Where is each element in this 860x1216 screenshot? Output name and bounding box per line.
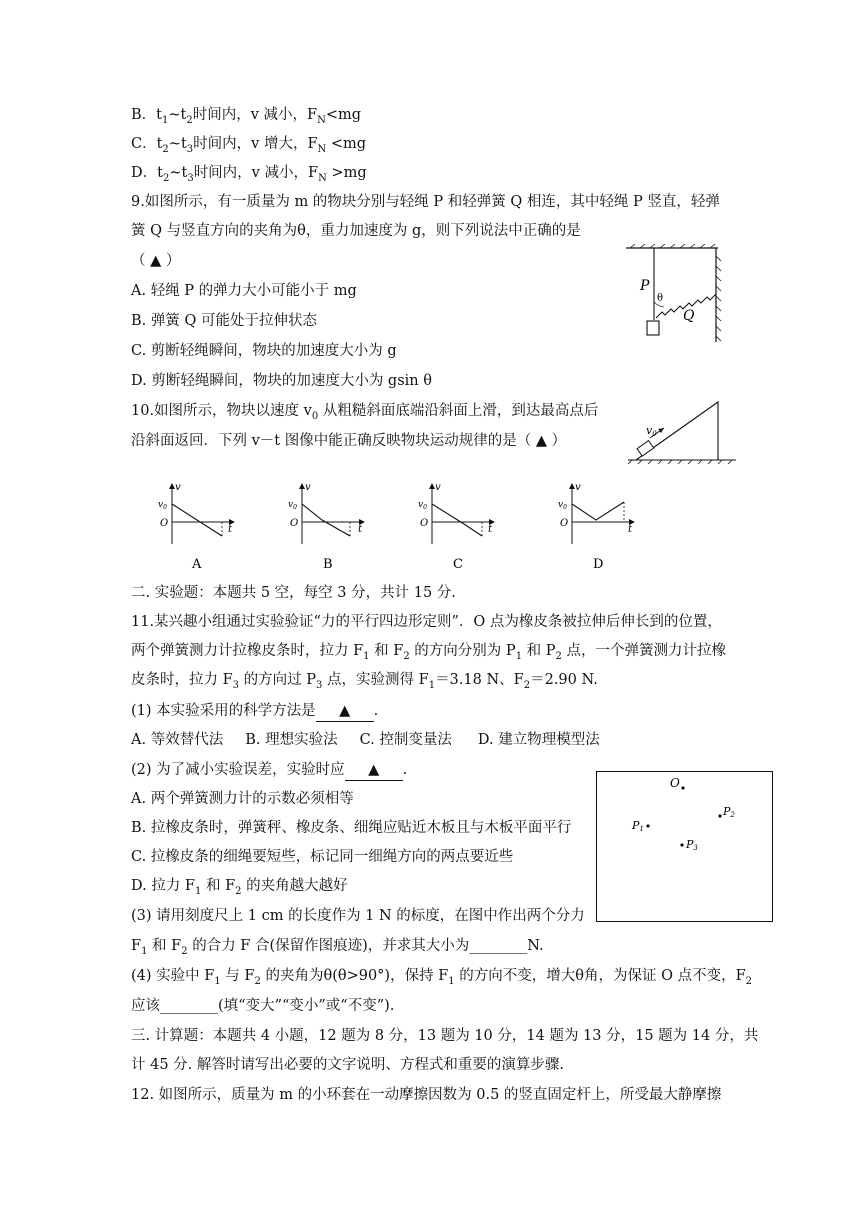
graph-b — [288, 482, 364, 572]
q10-incline-figure — [624, 398, 738, 464]
svg-text:v: v — [305, 482, 311, 493]
q9-rope-spring-figure — [620, 244, 730, 344]
q9-option-d: D. 剪断轻绳瞬间，物块的加速度大小为 gsin θ — [131, 373, 432, 389]
graph-a — [158, 482, 234, 572]
q8-option-d: D．$t_2\sim t_3$时间内，v 减小，$F_N >mg$ — [131, 165, 367, 184]
q8-option-c: C．$t_2\sim t_3$时间内，v 增大，$F_N <mg$ — [131, 136, 367, 155]
section-3-heading-line2: 计 45 分. 解答时请写出必要的文字说明、方程式和重要的演算步骤. — [131, 1057, 564, 1073]
svg-text:O: O — [560, 518, 569, 529]
q9-option-b: B. 弹簧 Q 可能处于拉伸状态 — [131, 313, 317, 329]
svg-text:O: O — [290, 518, 299, 529]
section-3-heading-line1: 三. 计算题：本题共 4 小题，12 题为 8 分，13 题为 10 分，14 题为 13 分，15 题为 14 分，共 — [131, 1028, 759, 1044]
graph-a-label: A — [192, 557, 202, 572]
svg-text:v: v — [575, 482, 581, 493]
svg-text:P2: P2 — [723, 805, 735, 819]
q11-points-figure — [596, 771, 774, 923]
q11-part4-line2: 应该________(填“变大”“变小”或“不变”). — [131, 998, 395, 1014]
q9-option-a: A. 轻绳 P 的弹力大小可能小于 mg — [131, 283, 357, 299]
section-2-heading: 二. 实验题：本题共 5 空，每空 3 分，共计 15 分. — [131, 585, 456, 601]
q11-stem-line3: 皮条时，拉力 $F_3$ 的方向过 $P_3$ 点，实验测得 $F_1=3.18$ N、$F_2=2.90$ N. — [131, 672, 598, 691]
point-p3 — [680, 843, 683, 846]
q11-part2: (2) 为了减小实验误差，实验时应 ▲ . — [131, 760, 407, 781]
q11-stem-line1: 11.某兴趣小组通过实验验证“力的平行四边形定则”．O 点为橡皮条被拉伸后伸长到的位置， — [131, 614, 722, 630]
svg-text:v0: $v_0$ — [418, 500, 427, 511]
q11-part2-option-d: D. 拉力 $F_1$ 和 $F_2$ 的夹角越大越好 — [131, 878, 348, 897]
label-q: Q — [683, 308, 695, 324]
svg-text:t: t — [228, 524, 233, 535]
q9-stem-line1: 9.如图所示，有一质量为 m 的物块分别与轻绳 P 和轻弹簧 Q 相连，其中轻绳 P 竖直，轻弹 — [131, 194, 720, 210]
graph-b-label: B — [323, 557, 333, 572]
q9-stem-line2: 簧 Q 与竖直方向的夹角为θ，重力加速度为 g，则下列说法中正确的是 — [131, 223, 581, 239]
answer-blank: ________ — [469, 938, 528, 954]
q10-stem-line1: 10.如图所示，物块以速度 $v_0$ 从粗糙斜面底端沿斜面上滑，到达最高点后 — [131, 403, 599, 422]
graph-d — [558, 482, 634, 572]
q8-option-b: B．$t_1\sim t_2$时间内，v 减小，$F_N<mg$ — [131, 107, 362, 126]
answer-blank: ________ — [160, 998, 218, 1014]
svg-text:t: t — [358, 524, 363, 535]
point-p1 — [646, 824, 649, 827]
label-theta: θ — [657, 293, 664, 304]
q11-part2-option-a: A. 两个弹簧测力计的示数必须相等 — [131, 791, 354, 807]
svg-text:v0: $v_0$ — [288, 500, 297, 511]
svg-text:O: O — [420, 518, 429, 529]
label-p: P — [640, 278, 650, 294]
svg-text:O: O — [160, 518, 169, 529]
label-v0: v0 — [646, 424, 657, 438]
q9-answer-bracket: （ ▲ ） — [131, 253, 181, 269]
svg-text:O: O — [670, 776, 680, 790]
svg-text:v: v — [175, 482, 181, 493]
svg-text:t: t — [488, 524, 493, 535]
point-p2 — [718, 814, 721, 817]
svg-text:v: v — [435, 482, 441, 493]
answer-blank: ▲ — [316, 701, 374, 722]
q11-part4-line1: (4) 实验中 $F_1$ 与 $F_2$ 的夹角为θ(θ>90°)，保持 $F_1$ 的方向不变，增大θ角，为保证 O 点不变，$F_2$ — [131, 968, 753, 987]
q10-stem-line2: 沿斜面返回．下列 v－t 图像中能正确反映物块运动规律的是（ ▲ ） — [131, 433, 567, 449]
q11-part1-options: A. 等效替代法 B. 理想实验法 C. 控制变量法 D. 建立物理模型法 — [131, 732, 600, 748]
graph-d-label: D — [593, 557, 604, 572]
svg-text:v0: $v_0$ — [558, 500, 567, 511]
q10-vt-graphs — [150, 480, 750, 572]
svg-text:P1: P1 — [632, 819, 644, 833]
q12-stem-line1: 12. 如图所示，质量为 m 的小环套在一动摩擦因数为 0.5 的竖直固定杆上，所受最大静摩擦 — [131, 1087, 722, 1103]
svg-text:v0: $v_0$ — [158, 500, 167, 511]
q11-part2-option-c: C. 拉橡皮条的细绳要短些，标记同一细绳方向的两点要近些 — [131, 849, 514, 865]
q11-part1: (1) 本实验采用的科学方法是 ▲ . — [131, 701, 378, 722]
point-o — [681, 786, 684, 789]
q11-part3-line2: $F_1$ 和 $F_2$ 的合力 F 合(保留作图痕迹)，并求其大小为________N. — [131, 938, 544, 957]
q11-stem-line2: 两个弹簧测力计拉橡皮条时，拉力 $F_1$ 和 $F_2$ 的方向分别为 $P_1$ 和 $P_2$ 点，一个弹簧测力计拉橡 — [131, 643, 727, 662]
svg-text:t: t — [628, 524, 633, 535]
answer-blank: ▲ — [345, 760, 403, 781]
svg-text:P3: P3 — [686, 838, 698, 852]
q11-part3-line1: (3) 请用刻度尺上 1 cm 的长度作为 1 N 的标度，在图中作出两个分力 — [131, 908, 585, 924]
q9-option-c: C. 剪断轻绳瞬间，物块的加速度大小为 g — [131, 343, 397, 359]
q11-part2-option-b: B. 拉橡皮条时，弹簧秤、橡皮条、细绳应贴近木板且与木板平面平行 — [131, 820, 572, 836]
graph-c-label: C — [453, 557, 463, 572]
graph-c — [418, 482, 494, 572]
